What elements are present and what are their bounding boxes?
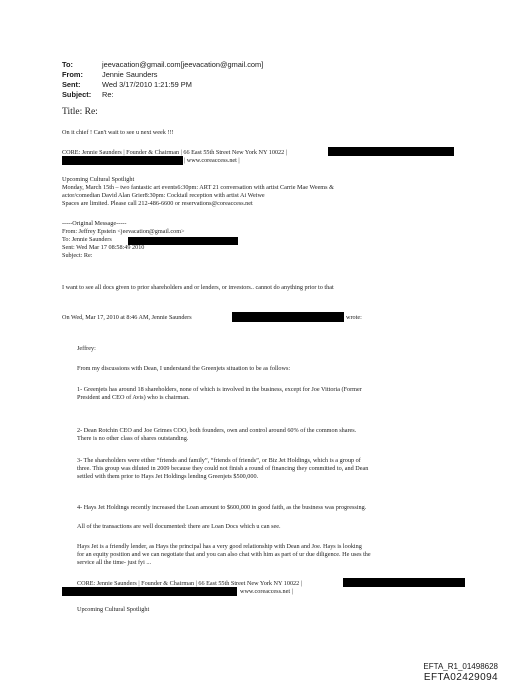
body-paragraph: for an equity position and we can negotiate that and you can also chat with him as part of ur due diligence. He uses the bbox=[77, 551, 371, 558]
body-paragraph: settled with them prior to Hays Jet Holdings lending Greenjets $500,000. bbox=[77, 473, 259, 480]
subject-value: Re: bbox=[102, 90, 114, 99]
redaction-box bbox=[128, 237, 238, 245]
signature-website: | www.coreaccess.net | bbox=[184, 157, 240, 164]
original-to: To: Jennie Saunders bbox=[62, 236, 112, 243]
redaction-box bbox=[328, 147, 454, 156]
event-line: Monday, March 15th – two fantastic art events6:30pm: ART 21 conversation with artist Carrie Mae Weems & bbox=[62, 184, 334, 191]
redaction-box bbox=[232, 312, 344, 322]
body-paragraph: From my discussions with Dean, I understand the Greenjets situation to be as follows: bbox=[77, 365, 291, 372]
quote-wrote: wrote: bbox=[346, 314, 362, 321]
redaction-box bbox=[62, 156, 183, 165]
signature-line: CORE: Jennie Saunders | Founder & Chairman | 66 East 55th Street New York NY 10022 | bbox=[77, 580, 303, 587]
event-line: actor/comedian David Alan Grier8:30pm: Cocktail reception with artist Ai Weiwe bbox=[62, 192, 265, 199]
redaction-box bbox=[343, 578, 465, 587]
from-label: From: bbox=[62, 70, 83, 79]
body-paragraph: There is no other class of shares outstanding. bbox=[77, 435, 189, 442]
original-subject: Subject: Re: bbox=[62, 252, 93, 259]
bates-number-small: EFTA_R1_01498628 bbox=[423, 662, 498, 671]
reply-line: On it chief ! Can't wait to see u next week !!! bbox=[62, 129, 174, 136]
body-paragraph: three. This group was diluted in 2009 because they could not finish a round of financing they committed to, and Dean bbox=[77, 465, 369, 472]
to-label: To: bbox=[62, 60, 73, 69]
redaction-box bbox=[62, 587, 237, 596]
original-from: From: Jeffrey Epstein <jeevacation@gmail.com> bbox=[62, 228, 185, 235]
document-title: Title: Re: bbox=[62, 107, 98, 117]
body-paragraph: President and CEO of Avis) who is chairman. bbox=[77, 394, 190, 401]
body-paragraph: 3- The shareholders were either “friends and family”, “friends of friends”, or Biz Jet Holdings, which is a group of bbox=[77, 457, 361, 464]
signature-website: www.coreaccess.net | bbox=[240, 588, 293, 595]
event-line: Spaces are limited. Please call 212-486-6600 or reservations@coreaccess.net bbox=[62, 200, 253, 207]
body-paragraph: service all the time- just fyi ... bbox=[77, 559, 152, 566]
spotlight-heading: Upcoming Cultural Spotlight bbox=[62, 176, 135, 183]
original-message-divider: -----Original Message----- bbox=[62, 220, 127, 227]
sent-value: Wed 3/17/2010 1:21:59 PM bbox=[102, 80, 192, 89]
body-paragraph: I want to see all docs given to prior shareholders and or lenders, or investors.. cannot do anything prior to that bbox=[62, 284, 334, 291]
body-paragraph: 4- Hays Jet Holdings recently increased the Loan amount to $600,000 in good faith, as the business was progressing. bbox=[77, 504, 367, 511]
body-paragraph: 1- Greenjets has around 18 shareholders, none of which is involved in the business, except for Joe Vittoria (Former bbox=[77, 386, 362, 393]
spotlight-heading: Upcoming Cultural Spotlight bbox=[77, 606, 150, 613]
quote-intro: On Wed, Mar 17, 2010 at 8:46 AM, Jennie Saunders bbox=[62, 314, 192, 321]
body-paragraph: 2- Dean Rotchin CEO and Joe Grimes COO, both founders, own and control around 60% of the common shares. bbox=[77, 427, 357, 434]
from-value: Jennie Saunders bbox=[102, 70, 158, 79]
subject-label: Subject: bbox=[62, 90, 92, 99]
to-value: jeevacation@gmail.com[jeevacation@gmail.com] bbox=[102, 60, 264, 69]
signature-line: CORE: Jennie Saunders | Founder & Chairman | 66 East 55th Street New York NY 10022 | bbox=[62, 149, 288, 156]
original-sent: Sent: Wed Mar 17 08:58:49 2010 bbox=[62, 244, 145, 251]
body-paragraph: All of the transactions are well documented: there are Loan Docs which u can see. bbox=[77, 523, 281, 530]
body-paragraph: Hays Jet is a friendly lender, as Hays the principal has a very good relationship with Dean and Joe. Hays is looking bbox=[77, 543, 362, 550]
bates-number: EFTA02429094 bbox=[423, 672, 498, 683]
greeting: Jeffrey: bbox=[77, 345, 96, 352]
sent-label: Sent: bbox=[62, 80, 81, 89]
